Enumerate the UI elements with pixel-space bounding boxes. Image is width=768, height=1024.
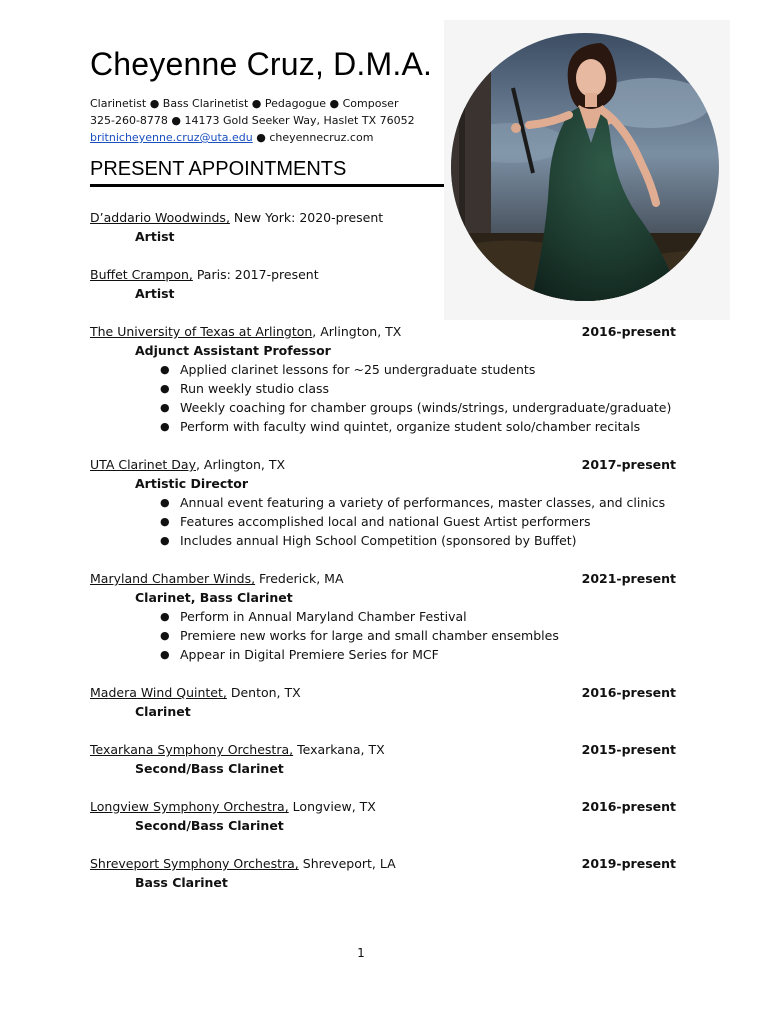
organization-name: Buffet Crampon, [90, 267, 193, 282]
role-title: Artistic Director [135, 476, 249, 491]
entry-texarkana-symphony [90, 740, 676, 778]
entry-maryland-chamber-winds [90, 569, 676, 664]
list-item: ● Includes annual High School Competition (sponsored by Buffet) [160, 533, 577, 548]
duties-list [90, 360, 676, 436]
list-item: ● Appear in Digital Premiere Series for MCF [160, 647, 439, 662]
organization-name: Shreveport Symphony Orchestra, [90, 856, 299, 871]
email-link[interactable]: britnicheyenne.cruz@uta.edu [90, 131, 253, 144]
separator-dot: ● [252, 131, 270, 144]
entry-dates: 2016-present [581, 685, 676, 700]
organization-location: Frederick, MA [255, 571, 344, 586]
bullet-icon: ● [160, 401, 170, 414]
list-item: ● Annual event featuring a variety of performances, master classes, and clinics [160, 495, 666, 510]
entry-dates: 2016-present [581, 324, 676, 339]
role-title: Artist [135, 286, 175, 301]
website-text: cheyennecruz.com [269, 131, 374, 144]
organization-name: UTA Clarinet Day [90, 457, 196, 472]
role-title: Clarinet [135, 704, 191, 719]
entry-header [90, 854, 676, 873]
organization-location: Shreveport, LA [298, 856, 396, 871]
entry-header [90, 455, 676, 474]
entry-longview-symphony [90, 797, 676, 835]
bullet-icon: ● [160, 496, 170, 509]
list-item: ● Applied clarinet lessons for ~25 undergraduate students [160, 362, 536, 377]
bullet-icon: ● [160, 382, 170, 395]
entry-dates: 2017-present [581, 457, 676, 472]
entry-daddario [90, 208, 676, 246]
bullet-icon: ● [160, 534, 170, 547]
candidate-name: Cheyenne Cruz, D.M.A. [90, 46, 433, 82]
bullet-icon: ● [160, 363, 170, 376]
entry-header [90, 569, 676, 588]
entry-uta-clarinet-day [90, 455, 676, 550]
bullet-icon: ● [160, 420, 170, 433]
organization-location: , Arlington, TX [195, 457, 286, 472]
entry-buffet-crampon [90, 265, 676, 303]
organization-location: Texarkana, TX [293, 742, 385, 757]
entry-header [90, 208, 676, 227]
role-title: Bass Clarinet [135, 875, 228, 890]
organization-location: Denton, TX [226, 685, 301, 700]
organization-location: New York: 2020-present [229, 210, 384, 225]
list-item: ● Weekly coaching for chamber groups (winds/strings, undergraduate/graduate) [160, 400, 672, 415]
entry-header [90, 740, 676, 759]
role-title: Adjunct Assistant Professor [135, 343, 331, 358]
address-line: 325-260-8778 ● 14173 Gold Seeker Way, Haslet TX 76052 [90, 114, 415, 127]
organization-location: Paris: 2017-present [192, 267, 319, 282]
list-item: ● Run weekly studio class [160, 381, 330, 396]
list-item: ● Premiere new works for large and small chamber ensembles [160, 628, 559, 643]
organization-name: D’addario Woodwinds, [90, 210, 230, 225]
organization-name: The University of Texas at Arlington [90, 324, 313, 339]
entry-header [90, 265, 676, 284]
entry-ut-arlington [90, 322, 676, 436]
entry-dates: 2019-present [581, 856, 676, 871]
bullet-icon: ● [160, 629, 170, 642]
bullet-icon: ● [160, 515, 170, 528]
email-website-line [90, 129, 415, 146]
organization-name: Longview Symphony Orchestra, [90, 799, 289, 814]
entry-dates: 2021-present [581, 571, 676, 586]
entry-madera-wind-quintet [90, 683, 676, 721]
role-title: Artist [135, 229, 175, 244]
appointments-list [90, 208, 676, 911]
role-title: Second/Bass Clarinet [135, 761, 284, 776]
roles-line: Clarinetist ● Bass Clarinetist ● Pedagogue ● Composer [90, 97, 399, 110]
organization-name: Madera Wind Quintet, [90, 685, 227, 700]
role-title: Second/Bass Clarinet [135, 818, 284, 833]
duties-list [90, 493, 676, 550]
entry-header [90, 683, 676, 702]
entry-header [90, 322, 676, 341]
organization-name: Maryland Chamber Winds, [90, 571, 256, 586]
section-divider [90, 184, 444, 187]
organization-location: Longview, TX [288, 799, 376, 814]
duties-list [90, 607, 676, 664]
entry-dates: 2016-present [581, 799, 676, 814]
entry-shreveport-symphony [90, 854, 676, 892]
organization-location: , Arlington, TX [312, 324, 402, 339]
entry-header [90, 797, 676, 816]
bullet-icon: ● [160, 610, 170, 623]
list-item: ● Features accomplished local and national Guest Artist performers [160, 514, 591, 529]
bullet-icon: ● [160, 648, 170, 661]
list-item: ● Perform in Annual Maryland Chamber Festival [160, 609, 467, 624]
page-number: 1 [357, 946, 365, 960]
contact-block [90, 95, 415, 146]
entry-dates: 2015-present [581, 742, 676, 757]
role-title: Clarinet, Bass Clarinet [135, 590, 293, 605]
section-title: PRESENT APPOINTMENTS [90, 158, 347, 180]
organization-name: Texarkana Symphony Orchestra, [90, 742, 294, 757]
list-item: ● Perform with faculty wind quintet, organize student solo/chamber recitals [160, 419, 641, 434]
